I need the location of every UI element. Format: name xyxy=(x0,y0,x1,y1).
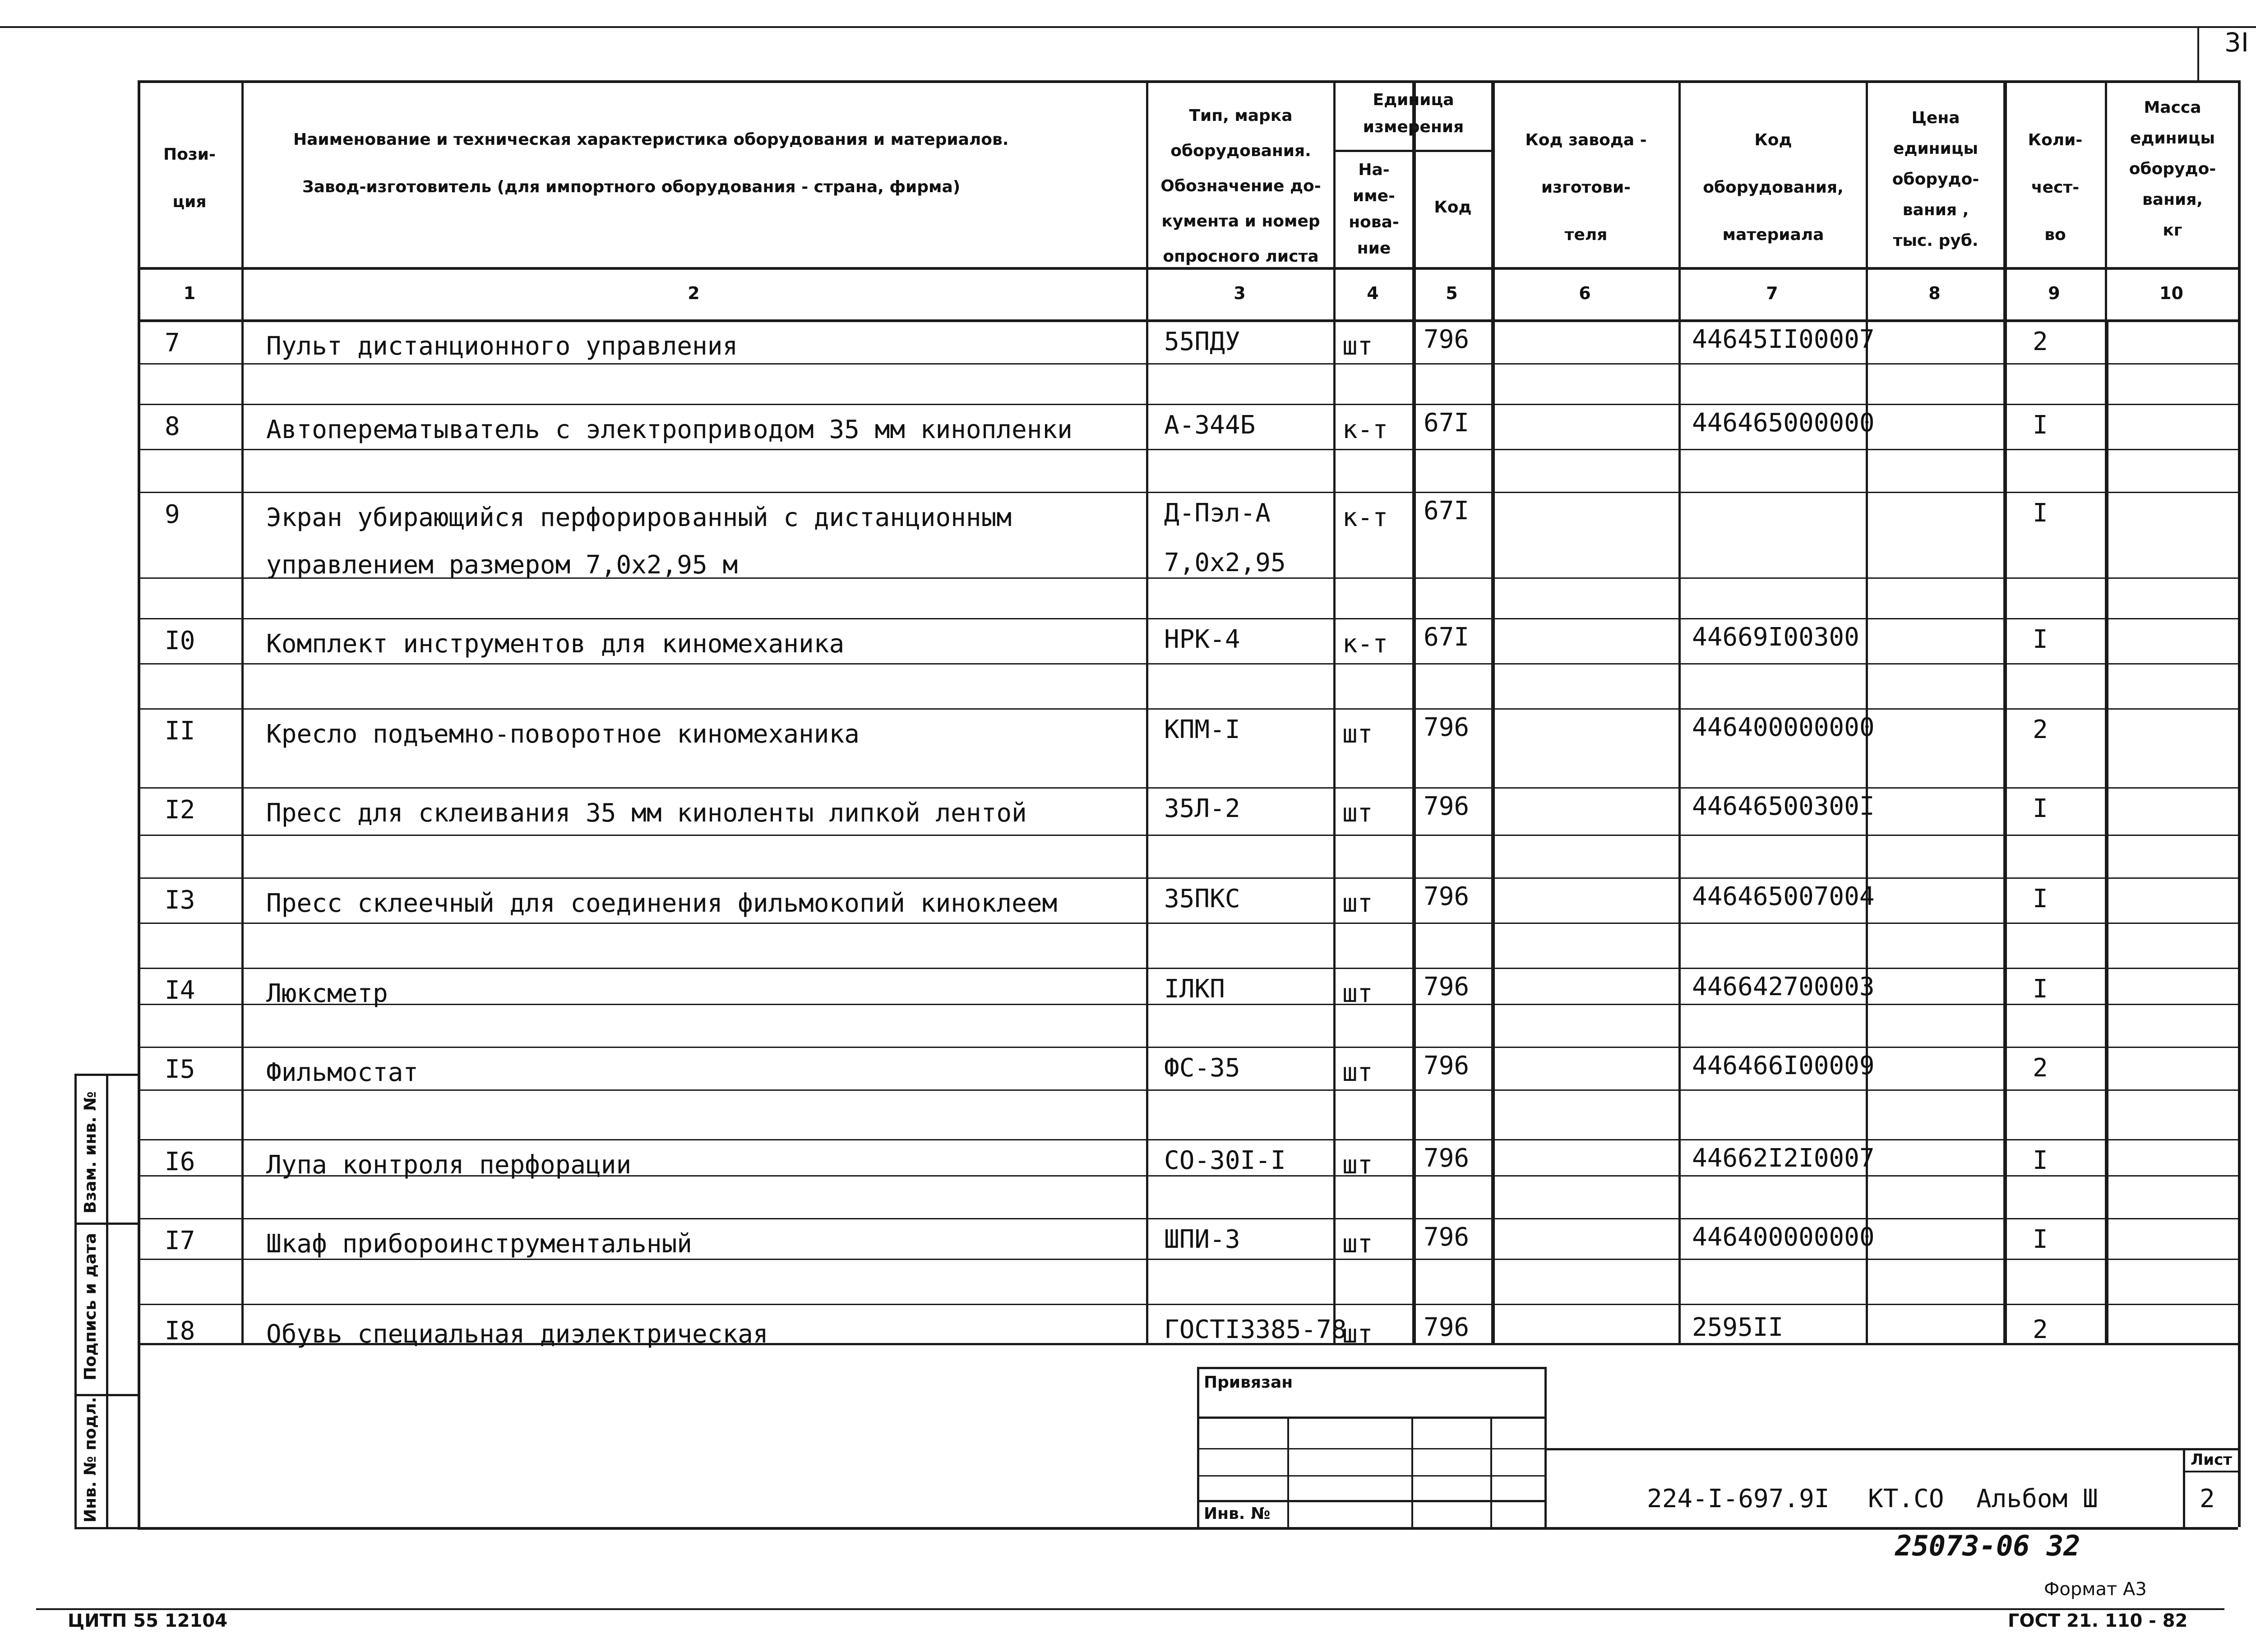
table-rule-h xyxy=(138,708,2238,710)
header-name: Завод-изготовитель (для импортного оборудования - страна, фирма) xyxy=(302,178,961,196)
table-rule-h xyxy=(36,1608,2224,1610)
row-unit-code: 796 xyxy=(1424,1223,1470,1252)
row-unit-code: 67I xyxy=(1424,623,1470,652)
column-number: 3 xyxy=(1234,283,1246,303)
column-number: 2 xyxy=(688,283,700,303)
row-unit: шт xyxy=(1342,1150,1373,1180)
table-rule-v xyxy=(1678,80,1681,1343)
row-type: ФС-35 xyxy=(1164,1053,1240,1083)
column-number: 7 xyxy=(1766,283,1778,303)
row-type: IЛКП xyxy=(1164,974,1225,1004)
header-unit-group: Единица xyxy=(1373,91,1454,109)
row-unit-code: 796 xyxy=(1424,1051,1470,1080)
table-rule-h xyxy=(138,363,2238,365)
table-rule-h xyxy=(1333,150,1491,152)
row-equipment-code: 44646500300I xyxy=(1692,792,1875,821)
row-quantity: I xyxy=(2033,1146,2048,1175)
table-rule-h xyxy=(138,923,2238,924)
table-rule-h xyxy=(138,835,2238,836)
header-unit-name: ние xyxy=(1357,239,1391,258)
table-rule-h xyxy=(138,1047,2238,1048)
table-rule-h xyxy=(138,663,2238,664)
row-name: Автоперематыватель с электроприводом 35 мм кинопленки xyxy=(266,415,1073,444)
table-rule-h xyxy=(138,1259,2238,1260)
row-unit: шт xyxy=(1342,1058,1373,1087)
table-rule-v xyxy=(1197,1367,1199,1527)
row-unit: шт xyxy=(1342,889,1373,918)
table-rule-v xyxy=(241,80,244,1343)
row-unit: к-т xyxy=(1342,415,1388,444)
header-equipment-code: оборудования, xyxy=(1703,178,1844,197)
row-position: I8 xyxy=(165,1316,195,1346)
table-rule-h xyxy=(138,319,2238,322)
table-rule-h xyxy=(138,1218,2238,1219)
row-name: Пресс для склеивания 35 мм киноленты липкой лентой xyxy=(266,798,1027,828)
table-rule-h xyxy=(1197,1475,1544,1477)
row-equipment-code: 446465000000 xyxy=(1692,408,1875,438)
row-quantity: 2 xyxy=(2033,715,2048,744)
row-equipment-code: 446465007004 xyxy=(1692,882,1875,911)
header-mass: оборудо- xyxy=(2129,160,2216,178)
row-equipment-code: 446466I00009 xyxy=(1692,1051,1875,1080)
header-type: опросного листа xyxy=(1163,247,1319,266)
column-number: 9 xyxy=(2048,283,2060,303)
header-unit-code: Код xyxy=(1434,198,1472,217)
footer-right: ГОСТ 21. 110 - 82 xyxy=(2008,1610,2188,1631)
row-quantity: I xyxy=(2033,1225,2048,1254)
row-unit-code: 796 xyxy=(1424,792,1470,821)
column-number: 10 xyxy=(2159,283,2183,303)
header-plant-code: теля xyxy=(1564,226,1608,244)
row-type: НРК-4 xyxy=(1164,625,1240,654)
row-type: 55ПДУ xyxy=(1164,327,1240,356)
row-name: Люксметр xyxy=(266,979,388,1008)
table-rule-h xyxy=(138,877,2238,879)
row-unit-code: 796 xyxy=(1424,972,1470,1001)
header-unit-name: На- xyxy=(1358,161,1390,179)
table-rule-v xyxy=(1544,1367,1547,1527)
row-type: А-344Б xyxy=(1164,411,1256,440)
column-number: 4 xyxy=(1367,283,1379,303)
row-equipment-code: 446400000000 xyxy=(1692,713,1875,742)
header-type: оборудования. xyxy=(1170,142,1311,160)
column-number: 5 xyxy=(1446,283,1458,303)
header-price: вания , xyxy=(1902,201,1969,219)
row-unit-code: 796 xyxy=(1424,882,1470,911)
table-rule-h xyxy=(138,1139,2238,1140)
header-price: единицы xyxy=(1893,139,1979,158)
side-label-replaces: Взам. инв. № xyxy=(81,1091,100,1214)
column-number: 8 xyxy=(1928,283,1941,303)
table-rule-v xyxy=(1333,80,1336,1343)
handwritten-number: 25073-06 32 xyxy=(1895,1529,2080,1562)
row-name: Комплект инструментов для киномеханика xyxy=(266,629,845,659)
row-unit: шт xyxy=(1342,798,1373,828)
row-equipment-code: 446400000000 xyxy=(1692,1223,1875,1252)
header-position: Пози- xyxy=(163,145,216,164)
header-unit-name: име- xyxy=(1352,187,1395,205)
header-quantity: во xyxy=(2044,226,2066,244)
row-position: I4 xyxy=(165,976,195,1005)
table-rule-h xyxy=(138,404,2238,405)
row-type: ГОСТI3385-78 xyxy=(1164,1315,1347,1344)
stamp-album: Альбом Ш xyxy=(1976,1484,2098,1514)
page-number: 3I xyxy=(2224,27,2249,58)
table-rule-h xyxy=(138,1089,2238,1091)
table-rule-v xyxy=(2197,26,2199,80)
header-quantity: Коли- xyxy=(2028,131,2083,149)
row-unit: шт xyxy=(1342,1229,1373,1259)
row-quantity: I xyxy=(2033,974,2048,1004)
table-rule-v xyxy=(2105,319,2108,1343)
table-rule-v xyxy=(1490,1417,1492,1527)
row-unit-code: 796 xyxy=(1424,1313,1470,1342)
row-name: Лупа контроля перфорации xyxy=(266,1150,632,1180)
row-type: ШПИ-3 xyxy=(1164,1225,1240,1254)
row-position: I3 xyxy=(165,886,195,915)
table-rule-h xyxy=(74,1223,138,1225)
table-rule-h xyxy=(138,492,2238,493)
row-quantity: 2 xyxy=(2033,327,2048,356)
stamp-sheet-label: Лист xyxy=(2191,1451,2232,1469)
stamp-section: КТ.СО xyxy=(1868,1484,1944,1514)
table-rule-h xyxy=(138,1304,2238,1305)
stamp-sheet-number: 2 xyxy=(2200,1484,2215,1514)
side-label-signature: Подпись и дата xyxy=(81,1233,100,1380)
row-type: 35Л-2 xyxy=(1164,794,1240,823)
header-unit-group: измерения xyxy=(1363,118,1464,136)
row-unit: шт xyxy=(1342,332,1373,361)
row-position: 9 xyxy=(165,500,180,529)
table-rule-h xyxy=(138,787,2238,789)
stamp-privyazan-label: Привязан xyxy=(1204,1373,1293,1392)
row-equipment-code: 44669I00300 xyxy=(1692,623,1859,652)
row-position: 7 xyxy=(165,328,180,358)
row-unit: к-т xyxy=(1342,503,1388,532)
row-name: Обувь специальная диэлектрическая xyxy=(266,1320,768,1349)
row-unit-code: 67I xyxy=(1424,408,1470,438)
row-unit: шт xyxy=(1342,720,1373,749)
table-rule-v xyxy=(2238,80,2241,1527)
column-number: 6 xyxy=(1579,283,1591,303)
row-unit-code: 67I xyxy=(1424,496,1470,526)
row-name: Фильмостат xyxy=(266,1058,419,1087)
header-plant-code: Код завода - xyxy=(1525,131,1647,149)
side-label-original-inv: Инв. № подл. xyxy=(81,1397,100,1523)
header-price: оборудо- xyxy=(1892,170,1979,189)
table-rule-h xyxy=(0,26,2256,28)
header-position: ция xyxy=(172,193,207,211)
table-rule-h xyxy=(138,1004,2238,1005)
row-name: Пульт дистанционного управления xyxy=(266,332,738,361)
table-rule-h xyxy=(74,1527,138,1529)
row-equipment-code: 2595II xyxy=(1692,1313,1784,1342)
stamp-doc-code: 224-I-697.9I xyxy=(1647,1484,1830,1514)
table-rule-h xyxy=(138,449,2238,450)
header-equipment-code: материала xyxy=(1722,226,1824,244)
row-position: I5 xyxy=(165,1055,195,1084)
row-name: Экран убирающийся перфорированный с дистанционным xyxy=(266,503,1012,532)
table-rule-v xyxy=(1412,80,1416,1343)
row-equipment-code: 446642700003 xyxy=(1692,972,1875,1001)
row-name: управлением размером 7,0х2,95 м xyxy=(266,550,738,580)
stamp-inv-label: Инв. № xyxy=(1204,1504,1271,1523)
table-rule-h xyxy=(74,1074,138,1076)
table-rule-h xyxy=(74,1394,138,1396)
row-equipment-code: 44645II00007 xyxy=(1692,325,1875,354)
header-equipment-code: Код xyxy=(1754,131,1792,149)
table-rule-h xyxy=(1544,1448,2238,1450)
header-unit-name: нова- xyxy=(1349,213,1399,231)
row-position: 8 xyxy=(165,412,180,441)
row-quantity: 2 xyxy=(2033,1053,2048,1083)
row-name: Кресло подъемно-поворотное киномеханика xyxy=(266,720,860,749)
row-unit-code: 796 xyxy=(1424,325,1470,354)
table-rule-h xyxy=(138,618,2238,619)
header-plant-code: изготови- xyxy=(1541,178,1631,197)
table-rule-h xyxy=(1197,1448,1544,1449)
row-quantity: I xyxy=(2033,625,2048,654)
header-type: кумента и номер xyxy=(1161,212,1320,231)
format-label: Формат А3 xyxy=(2044,1579,2147,1600)
table-rule-v xyxy=(1411,1417,1413,1527)
row-position: I7 xyxy=(165,1226,195,1255)
table-rule-h xyxy=(138,80,2238,83)
header-type: Обозначение до- xyxy=(1160,177,1321,195)
row-name: Шкаф прибороинструментальный xyxy=(266,1229,693,1259)
row-unit-code: 796 xyxy=(1424,713,1470,742)
row-position: I6 xyxy=(165,1147,195,1177)
row-unit: шт xyxy=(1342,979,1373,1008)
row-quantity: I xyxy=(2033,884,2048,914)
row-type: КПМ-I xyxy=(1164,715,1240,744)
row-quantity: I xyxy=(2033,411,2048,440)
header-mass: единицы xyxy=(2130,129,2215,148)
table-rule-h xyxy=(1197,1417,1544,1419)
header-name: Наименование и техническая характеристика оборудования и материалов. xyxy=(293,130,1009,149)
row-equipment-code: 44662I2I0007 xyxy=(1692,1144,1875,1173)
header-mass: Масса xyxy=(2144,98,2201,117)
row-quantity: I xyxy=(2033,498,2048,528)
header-mass: кг xyxy=(2163,221,2182,240)
table-rule-h xyxy=(138,968,2238,969)
header-price: тыс. руб. xyxy=(1893,231,1979,250)
row-unit-code: 796 xyxy=(1424,1144,1470,1173)
table-rule-v xyxy=(1491,80,1495,1343)
row-position: I2 xyxy=(165,795,195,825)
header-type: Тип, марка xyxy=(1189,106,1293,125)
footer-left: ЦИТП 55 12104 xyxy=(68,1610,228,1631)
row-position: I0 xyxy=(165,626,195,655)
row-type: СО-30I-I xyxy=(1164,1146,1286,1175)
row-type: 35ПКС xyxy=(1164,884,1240,914)
header-mass: вания, xyxy=(2142,190,2203,209)
header-price: Цена xyxy=(1911,109,1960,127)
row-unit: к-т xyxy=(1342,629,1388,659)
row-name: Пресс склеечный для соединения фильмокопий киноклеем xyxy=(266,889,1058,918)
row-quantity: I xyxy=(2033,794,2048,823)
table-rule-v xyxy=(1287,1417,1289,1527)
table-rule-v xyxy=(2003,80,2007,1343)
column-number: 1 xyxy=(183,283,196,303)
row-unit: шт xyxy=(1342,1320,1373,1349)
row-type: Д-Пэл-А xyxy=(1164,498,1271,528)
table-rule-v xyxy=(74,1074,77,1527)
table-rule-v xyxy=(106,1074,108,1527)
row-type: 7,0х2,95 xyxy=(1164,548,1286,577)
row-quantity: 2 xyxy=(2033,1315,2048,1344)
header-quantity: чест- xyxy=(2031,178,2080,197)
row-position: II xyxy=(165,716,195,746)
